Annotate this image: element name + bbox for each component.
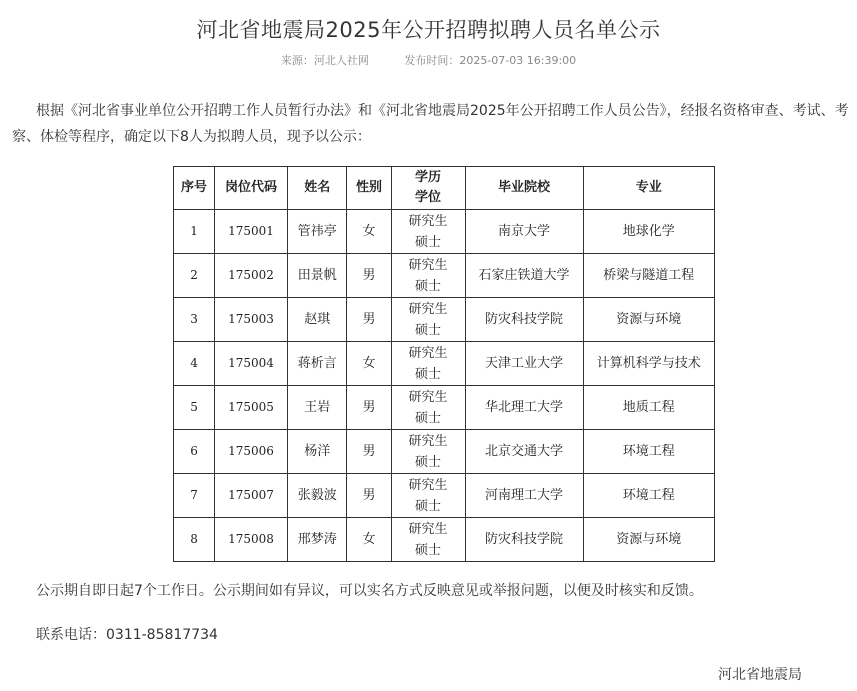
- cell-school: 河南理工大学: [465, 474, 583, 518]
- cell-degree-value: 硕士: [415, 498, 442, 514]
- cell-major: 环境工程: [583, 474, 714, 518]
- cell-degree: [391, 430, 465, 474]
- cell-index: 2: [174, 254, 215, 298]
- candidate-table: [173, 166, 715, 562]
- cell-gender: 男: [347, 474, 391, 518]
- cell-index: 6: [174, 430, 215, 474]
- cell-post-code: 175003: [215, 298, 288, 342]
- article-meta: [0, 52, 857, 68]
- cell-degree-value: 硕士: [415, 410, 442, 426]
- table-row: [174, 298, 715, 342]
- page-title: 河北省地震局2025年公开招聘拟聘人员名单公示: [196, 18, 661, 42]
- cell-education: 研究生: [408, 345, 448, 361]
- cell-major: 地质工程: [583, 386, 714, 430]
- header-major: 专业: [583, 167, 714, 210]
- cell-school: 南京大学: [465, 210, 583, 254]
- cell-post-code: 175004: [215, 342, 288, 386]
- header-gender: 性别: [347, 167, 391, 210]
- cell-degree: [391, 254, 465, 298]
- header-name: 姓名: [287, 167, 347, 210]
- cell-degree: [391, 298, 465, 342]
- cell-index: 5: [174, 386, 215, 430]
- cell-school: 防灾科技学院: [465, 518, 583, 562]
- cell-degree-value: 硕士: [415, 366, 442, 382]
- cell-index: 3: [174, 298, 215, 342]
- cell-name: 王岩: [287, 386, 347, 430]
- cell-name: 管祎亭: [287, 210, 347, 254]
- cell-degree-value: 硕士: [415, 234, 442, 250]
- cell-education: 研究生: [408, 389, 448, 405]
- cell-major: 环境工程: [583, 430, 714, 474]
- cell-index: 8: [174, 518, 215, 562]
- cell-gender: 男: [347, 430, 391, 474]
- header-index: 序号: [174, 167, 215, 210]
- cell-post-code: 175002: [215, 254, 288, 298]
- cell-education: 研究生: [408, 213, 448, 229]
- table-row: [174, 210, 715, 254]
- intro-paragraph: 根据《河北省事业单位公开招聘工作人员暂行办法》和《河北省地震局2025年公开招聘工作人员公告》，经报名资格审查、考试、考察、体检等程序，确定以下8人为拟聘人员，现予以公示：: [12, 103, 849, 145]
- cell-education: 研究生: [408, 521, 448, 537]
- table-row: [174, 342, 715, 386]
- header-education-label: 学历: [415, 170, 442, 185]
- header-degree: [391, 167, 465, 210]
- cell-major: 资源与环境: [583, 298, 714, 342]
- source-label: 来源：河北人社网: [280, 54, 369, 67]
- cell-gender: 女: [347, 210, 391, 254]
- cell-post-code: 175005: [215, 386, 288, 430]
- cell-school: 石家庄铁道大学: [465, 254, 583, 298]
- cell-school: 防灾科技学院: [465, 298, 583, 342]
- cell-education: 研究生: [408, 433, 448, 449]
- cell-index: 7: [174, 474, 215, 518]
- cell-degree-value: 硕士: [415, 454, 442, 470]
- header-school: 毕业院校: [465, 167, 583, 210]
- cell-name: 杨洋: [287, 430, 347, 474]
- cell-major: 计算机科学与技术: [583, 342, 714, 386]
- cell-major: 地球化学: [583, 210, 714, 254]
- cell-school: 天津工业大学: [465, 342, 583, 386]
- cell-gender: 女: [347, 342, 391, 386]
- cell-school: 华北理工大学: [465, 386, 583, 430]
- cell-post-code: 175007: [215, 474, 288, 518]
- table-header-row: [174, 167, 715, 210]
- cell-major: 桥梁与隧道工程: [583, 254, 714, 298]
- header-post-code: 岗位代码: [215, 167, 288, 210]
- cell-index: 4: [174, 342, 215, 386]
- cell-degree: [391, 518, 465, 562]
- cell-degree: [391, 210, 465, 254]
- cell-degree: [391, 342, 465, 386]
- cell-post-code: 175008: [215, 518, 288, 562]
- cell-education: 研究生: [408, 301, 448, 317]
- cell-name: 赵琪: [287, 298, 347, 342]
- cell-index: 1: [174, 210, 215, 254]
- cell-post-code: 175006: [215, 430, 288, 474]
- cell-post-code: 175001: [215, 210, 288, 254]
- cell-education: 研究生: [408, 477, 448, 493]
- table-row: [174, 386, 715, 430]
- cell-name: 蒋析言: [287, 342, 347, 386]
- cell-degree: [391, 386, 465, 430]
- header-degree-label: 学位: [415, 190, 442, 205]
- published-time: 发布时间：2025-07-03 16:39:00: [404, 54, 577, 67]
- cell-degree-value: 硕士: [415, 542, 442, 558]
- cell-school: 北京交通大学: [465, 430, 583, 474]
- table-row: [174, 430, 715, 474]
- table-row: [174, 518, 715, 562]
- cell-gender: 男: [347, 386, 391, 430]
- cell-education: 研究生: [408, 257, 448, 273]
- cell-gender: 男: [347, 254, 391, 298]
- cell-gender: 女: [347, 518, 391, 562]
- cell-degree: [391, 474, 465, 518]
- cell-name: 张毅波: [287, 474, 347, 518]
- cell-name: 田景帆: [287, 254, 347, 298]
- contact-phone: 联系电话：0311-85817734: [36, 627, 218, 643]
- table-row: [174, 474, 715, 518]
- cell-degree-value: 硕士: [415, 322, 442, 338]
- cell-major: 资源与环境: [583, 518, 714, 562]
- notice-paragraph: 公示期自即日起7个工作日。公示期间如有异议，可以实名方式反映意见或举报问题，以便及时核实和反馈。: [36, 583, 703, 599]
- cell-degree-value: 硕士: [415, 278, 442, 294]
- cell-name: 邢梦涛: [287, 518, 347, 562]
- cell-gender: 男: [347, 298, 391, 342]
- table-row: [174, 254, 715, 298]
- signature: 河北省地震局: [718, 667, 802, 683]
